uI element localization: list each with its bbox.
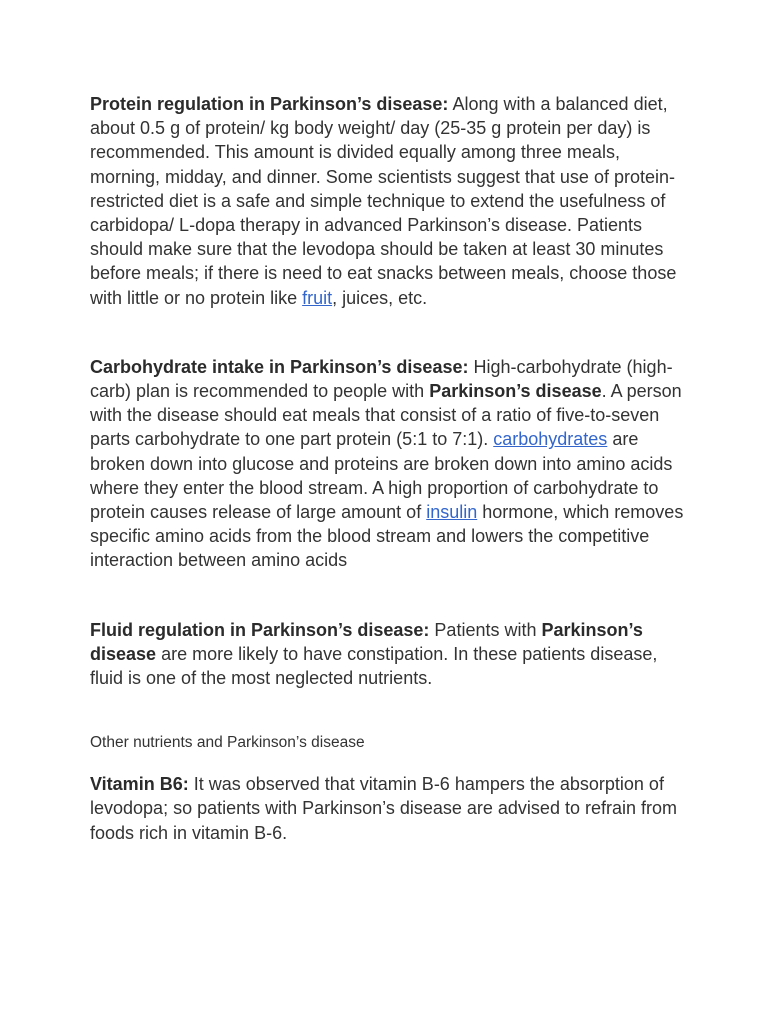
carbohydrate-text-3: are broken down into glucose and proteins are broken down into amino acids where they enter the blood stream. A high proportion of carbohydrate to protein causes release of large amount of	[90, 429, 673, 523]
carbohydrates-link[interactable]: carbohydrates	[493, 429, 608, 450]
vitamin-b6-text-1: It was observed that vitamin B-6 hampers the absorption of levodopa; so patients with Parkinson’s disease are advised to refrain from foods rich in vitamin B-6.	[90, 774, 677, 843]
insulin-link[interactable]: insulin	[426, 502, 478, 523]
vitamin-b6-paragraph	[90, 772, 690, 845]
carbohydrate-bold-parkinsons: Parkinson’s disease	[429, 381, 602, 402]
document-page	[90, 92, 690, 845]
protein-heading: Protein regulation in Parkinson’s disease:	[90, 94, 449, 114]
carbohydrate-text-4: hormone, which removes specific amino acids from the blood stream and lowers the competitive interaction between amino acids	[90, 502, 684, 571]
fruit-link[interactable]: fruit	[302, 287, 333, 308]
protein-paragraph	[90, 92, 690, 310]
carbohydrate-text-2: . A person with the disease should eat meals that consist of a ratio of five-to-seven parts carbohydrate to one part protein (5:1 to 7:1).	[90, 381, 682, 450]
fluid-text-2: are more likely to have constipation. In these patients disease, fluid is one of the most neglected nutrients.	[90, 643, 658, 689]
carbohydrate-text-1: High-carbohydrate (high-carb) plan is recommended to people with	[90, 356, 673, 402]
carbohydrate-paragraph	[90, 355, 690, 573]
fluid-heading: Fluid regulation in Parkinson’s disease:	[90, 619, 430, 640]
fluid-paragraph	[90, 618, 690, 691]
vitamin-b6-heading: Vitamin B6:	[90, 774, 189, 795]
fluid-bold-parkinsons: Parkinson’s disease	[90, 619, 643, 664]
fluid-text-1: Patients with	[429, 619, 542, 640]
carbohydrate-heading: Carbohydrate intake in Parkinson’s disease:	[90, 356, 469, 377]
other-nutrients-subheading: Other nutrients and Parkinson’s disease	[90, 734, 365, 752]
protein-text-2: , juices, etc.	[332, 287, 428, 308]
protein-text-1: Along with a balanced diet, about 0.5 g of protein/ kg body weight/ day (25-35 g protein per day) is recommended. This amount is divided equally among three meals, morning, midday, and dinner. Some scientists suggest that use of protein-restricted diet is a safe and simple technique to extend the usefulness of carbidopa/ L-dopa therapy in advanced Parkinson’s disease. Patients should make sure that the levodopa should be taken at least 30 minutes before meals; if there is need to eat snacks between meals, choose those with little or no protein like	[90, 94, 677, 308]
